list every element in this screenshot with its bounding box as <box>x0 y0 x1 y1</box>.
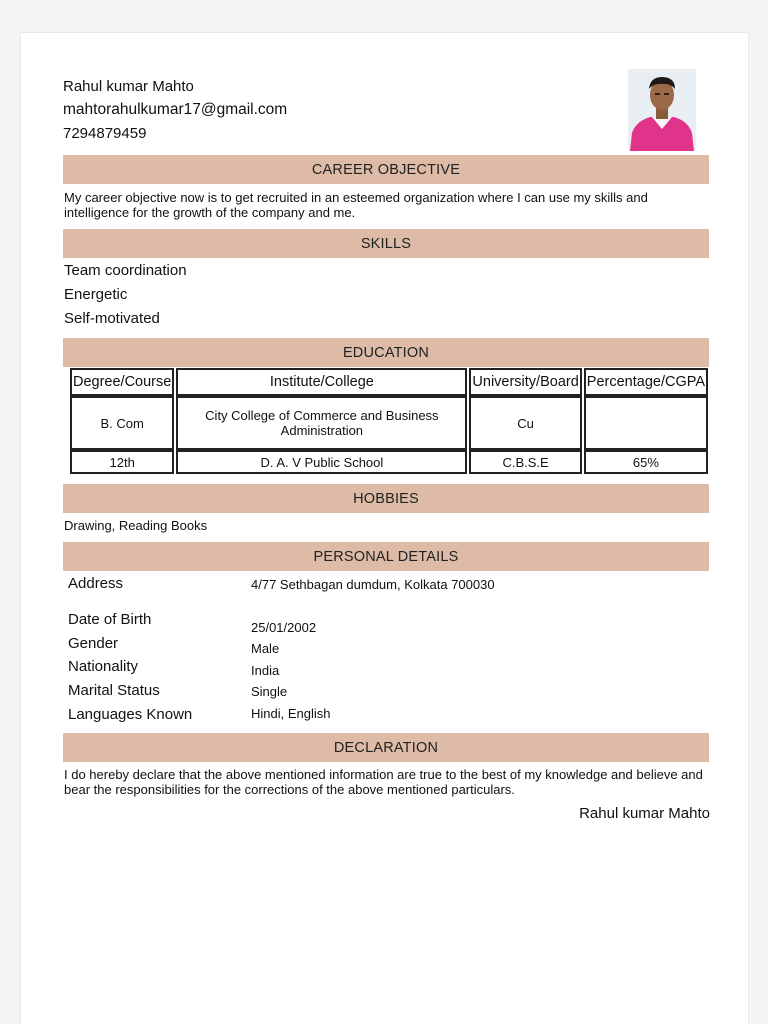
table-cell: Cu <box>469 396 581 450</box>
table-row <box>70 396 708 450</box>
candidate-email: mahtorahulkumar17@gmail.com <box>63 101 288 118</box>
candidate-phone: 7294879459 <box>63 125 147 142</box>
table-cell <box>584 396 708 450</box>
nationality-label: Nationality <box>68 658 139 675</box>
dob-value: 25/01/2002 <box>251 620 317 635</box>
career-objective-heading: CAREER OBJECTIVE <box>63 155 709 184</box>
table-cell: B. Com <box>70 396 174 450</box>
nationality-value: India <box>251 663 280 678</box>
gender-label: Gender <box>68 635 119 652</box>
profile-photo-image <box>628 69 696 151</box>
skill-item: Self-motivated <box>64 310 160 327</box>
skills-heading: SKILLS <box>63 229 709 258</box>
column-header: Degree/Course <box>70 368 174 396</box>
address-label: Address <box>68 575 124 592</box>
languages-value: Hindi, English <box>251 706 331 721</box>
declaration-text: I do hereby declare that the above mentioned information are true to the best of my knowledge and believe and bear the responsibilities for the corrections of the above mentioned particulars. <box>64 767 703 797</box>
column-header: Percentage/CGPA <box>584 368 708 396</box>
dob-label: Date of Birth <box>68 611 152 628</box>
hobbies-text: Drawing, Reading Books <box>64 518 208 533</box>
table-cell: D. A. V Public School <box>176 450 467 474</box>
skill-item: Team coordination <box>64 262 187 279</box>
table-row <box>70 450 708 474</box>
education-heading: EDUCATION <box>63 338 709 367</box>
skill-item: Energetic <box>64 286 128 303</box>
hobbies-heading: HOBBIES <box>63 484 709 513</box>
marital-status-label: Marital Status <box>68 682 160 699</box>
table-cell: 65% <box>584 450 708 474</box>
candidate-name: Rahul kumar Mahto <box>63 78 194 95</box>
column-header: University/Board <box>469 368 581 396</box>
personal-details-heading: PERSONAL DETAILS <box>63 542 709 571</box>
signature-name: Rahul kumar Mahto <box>579 805 710 822</box>
marital-status-value: Single <box>251 684 288 699</box>
column-header: Institute/College <box>176 368 467 396</box>
table-cell: City College of Commerce and Business Administration <box>176 396 467 450</box>
gender-value: Male <box>251 641 280 656</box>
education-table <box>68 368 710 474</box>
declaration-heading: DECLARATION <box>63 733 709 762</box>
education-header-row <box>70 368 708 396</box>
address-value: 4/77 Sethbagan dumdum, Kolkata 700030 <box>251 577 495 592</box>
table-cell: C.B.S.E <box>469 450 581 474</box>
table-cell: 12th <box>70 450 174 474</box>
languages-label: Languages Known <box>68 706 193 723</box>
career-objective-text: My career objective now is to get recruited in an esteemed organization where I can use my skills and intelligence for the growth of the company and me. <box>64 190 648 220</box>
profile-photo <box>628 69 696 151</box>
